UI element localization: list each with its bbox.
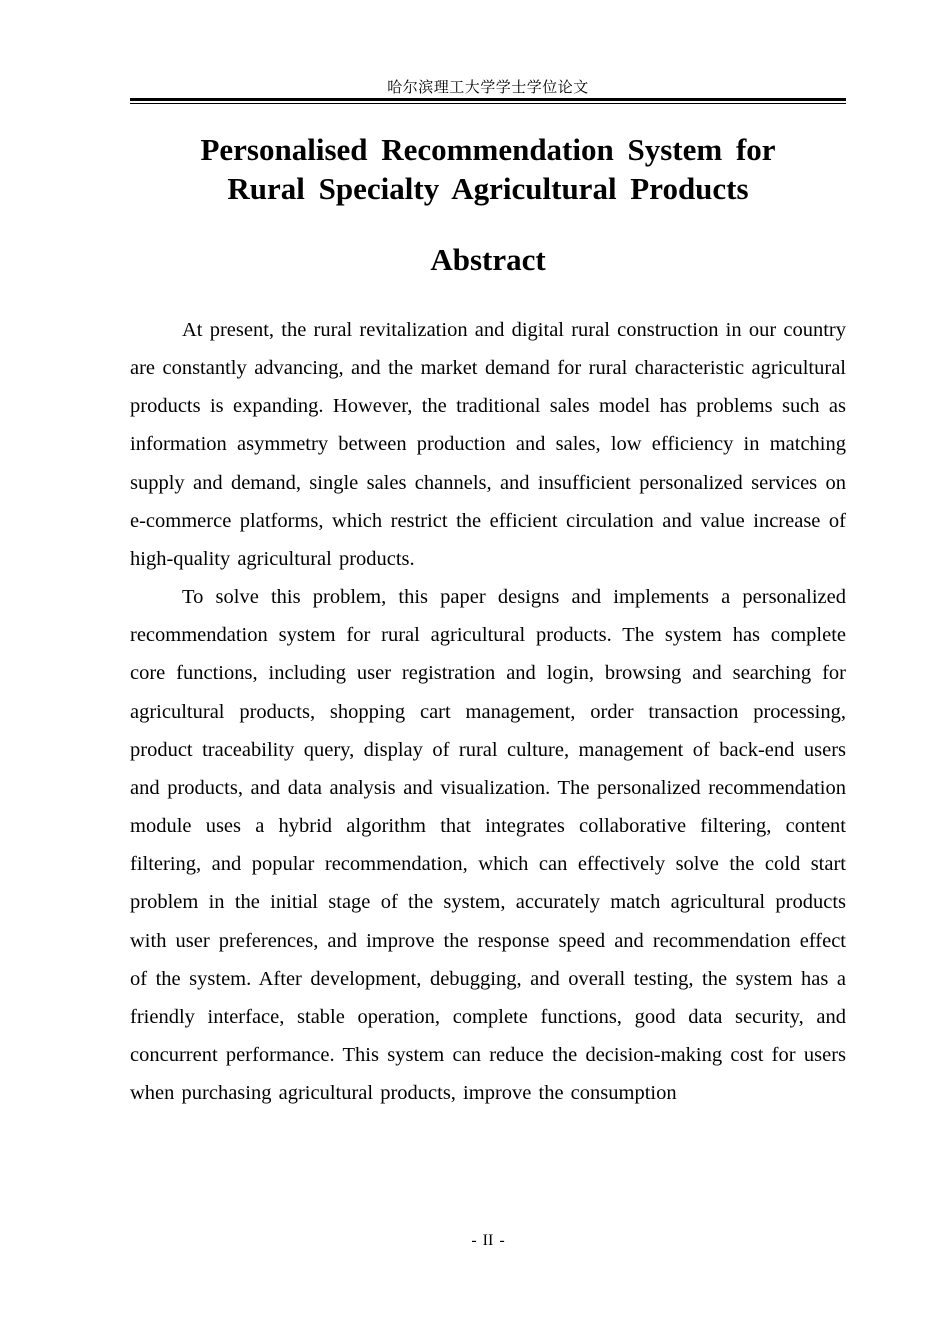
paper-title-line-1: Personalised Recommendation System for (200, 132, 776, 167)
running-header: 哈尔滨理工大学学士学位论文 (387, 78, 589, 96)
abstract-heading: Abstract (430, 242, 546, 277)
abstract-body (130, 311, 846, 1112)
abstract-paragraph-2: To solve this problem, this paper designs and implements a personalized recommendation system for rural agricultural products. The system has complete core functions, including user registration and login, browsing and searching for agricultural products, shopping cart management, order transaction processing, product traceability query, display of rural culture, management of back-end users and products, and data analysis and visualization. The personalized recommendation module uses a hybrid algorithm that integrates collaborative filtering, content filtering, and popular recommendation, which can effectively solve the cold start problem in the initial stage of the system, accurately match agricultural products with user preferences, and improve the response speed and recommendation effect of the system. After development, debugging, and overall testing, the system has a friendly interface, stable operation, complete functions, good data security, and concurrent performance. This system can reduce the decision-making cost for users when purchasing agricultural products, improve the consumption (130, 586, 846, 1105)
paper-title-line-2: Rural Specialty Agricultural Products (227, 171, 749, 206)
paper-title (130, 130, 846, 208)
header-rule-thick (130, 98, 846, 101)
page-number: - II - (471, 1232, 505, 1249)
header-rule-thin (130, 103, 846, 104)
abstract-paragraph-1: At present, the rural revitalization and digital rural construction in our country are constantly advancing, and the market demand for rural characteristic agricultural products is expanding. However, the traditional sales model has problems such as information asymmetry between production and sales, low efficiency in matching supply and demand, single sales channels, and insufficient personalized services on e-commerce platforms, which restrict the efficient circulation and value increase of high-quality agricultural products. (130, 319, 846, 570)
